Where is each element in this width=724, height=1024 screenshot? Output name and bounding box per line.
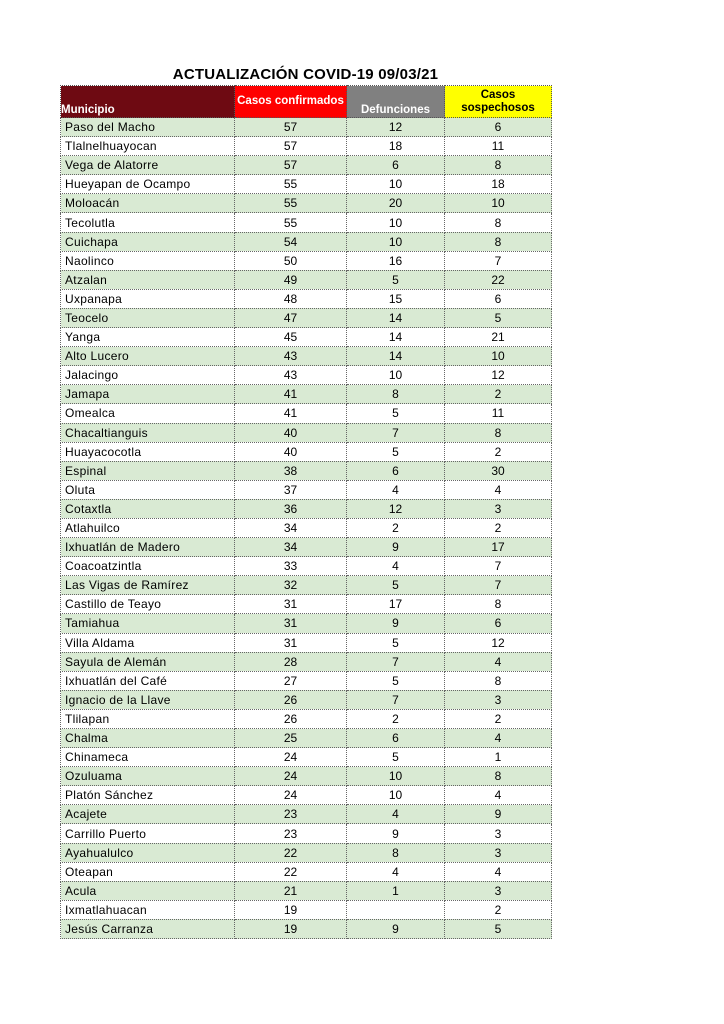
cell-casos-confirmados: 43	[235, 347, 347, 366]
cell-casos-confirmados: 34	[235, 538, 347, 557]
cell-casos-confirmados: 31	[235, 595, 347, 614]
table-row	[61, 137, 552, 156]
cell-defunciones: 10	[347, 175, 445, 194]
cell-defunciones: 5	[347, 576, 445, 595]
cell-municipio: Tamiahua	[61, 614, 235, 633]
cell-casos-confirmados: 23	[235, 824, 347, 843]
table-row	[61, 404, 552, 423]
cell-defunciones: 10	[347, 786, 445, 805]
cell-casos-sospechosos: 2	[445, 900, 552, 919]
table-header-row	[61, 86, 552, 118]
cell-casos-sospechosos: 11	[445, 137, 552, 156]
cell-defunciones: 4	[347, 805, 445, 824]
cell-casos-sospechosos: 22	[445, 270, 552, 289]
cell-casos-sospechosos: 8	[445, 156, 552, 175]
cell-defunciones: 9	[347, 614, 445, 633]
table-row	[61, 767, 552, 786]
cell-municipio: Coacoatzintla	[61, 557, 235, 576]
cell-casos-confirmados: 55	[235, 213, 347, 232]
cell-municipio: Uxpanapa	[61, 289, 235, 308]
cell-casos-sospechosos: 10	[445, 347, 552, 366]
table-row	[61, 518, 552, 537]
cell-casos-confirmados: 32	[235, 576, 347, 595]
cell-municipio: Chacaltianguis	[61, 423, 235, 442]
cell-defunciones: 16	[347, 251, 445, 270]
cell-casos-sospechosos: 12	[445, 633, 552, 652]
cell-municipio: Hueyapan de Ocampo	[61, 175, 235, 194]
cell-municipio: Omealca	[61, 404, 235, 423]
table-row	[61, 557, 552, 576]
cell-casos-confirmados: 31	[235, 633, 347, 652]
cell-defunciones: 10	[347, 366, 445, 385]
cell-casos-sospechosos: 21	[445, 328, 552, 347]
cell-casos-sospechosos: 9	[445, 805, 552, 824]
cell-municipio: Espinal	[61, 461, 235, 480]
cell-municipio: Oteapan	[61, 862, 235, 881]
cell-casos-sospechosos: 12	[445, 366, 552, 385]
cell-casos-sospechosos: 2	[445, 385, 552, 404]
cell-casos-sospechosos: 3	[445, 690, 552, 709]
cell-casos-confirmados: 55	[235, 194, 347, 213]
cell-casos-sospechosos: 7	[445, 557, 552, 576]
cell-casos-confirmados: 40	[235, 442, 347, 461]
cell-casos-sospechosos: 3	[445, 499, 552, 518]
cell-defunciones: 9	[347, 538, 445, 557]
table-row	[61, 366, 552, 385]
cell-defunciones: 10	[347, 213, 445, 232]
cell-casos-confirmados: 23	[235, 805, 347, 824]
header-casos-confirmados	[235, 86, 347, 118]
cell-casos-confirmados: 19	[235, 919, 347, 938]
table-row	[61, 480, 552, 499]
cell-defunciones: 15	[347, 289, 445, 308]
table-row	[61, 461, 552, 480]
cell-defunciones: 4	[347, 862, 445, 881]
table-row	[61, 442, 552, 461]
cell-casos-sospechosos: 18	[445, 175, 552, 194]
cell-defunciones: 14	[347, 308, 445, 327]
cell-casos-sospechosos: 6	[445, 289, 552, 308]
table-row	[61, 614, 552, 633]
cell-casos-confirmados: 19	[235, 900, 347, 919]
table-row	[61, 289, 552, 308]
cell-municipio: Atzalan	[61, 270, 235, 289]
cell-defunciones: 5	[347, 748, 445, 767]
table-row	[61, 900, 552, 919]
cell-defunciones: 9	[347, 919, 445, 938]
cell-municipio: Platón Sánchez	[61, 786, 235, 805]
cell-municipio: Jalacingo	[61, 366, 235, 385]
cell-defunciones: 9	[347, 824, 445, 843]
cell-casos-sospechosos: 2	[445, 518, 552, 537]
cell-casos-confirmados: 50	[235, 251, 347, 270]
cell-municipio: Ixhuatlán del Café	[61, 671, 235, 690]
cell-casos-sospechosos: 8	[445, 595, 552, 614]
table-row	[61, 633, 552, 652]
cell-casos-sospechosos: 17	[445, 538, 552, 557]
cell-casos-sospechosos: 3	[445, 824, 552, 843]
table-row	[61, 347, 552, 366]
table-row	[61, 423, 552, 442]
cell-defunciones: 14	[347, 328, 445, 347]
cell-municipio: Chinameca	[61, 748, 235, 767]
cell-casos-confirmados: 57	[235, 156, 347, 175]
table-row	[61, 862, 552, 881]
cell-casos-sospechosos: 10	[445, 194, 552, 213]
cell-defunciones	[347, 900, 445, 919]
table-row	[61, 308, 552, 327]
cell-municipio: Ayahualulco	[61, 843, 235, 862]
header-municipio: Municipio	[61, 86, 235, 118]
cell-defunciones: 1	[347, 881, 445, 900]
cell-defunciones: 7	[347, 423, 445, 442]
table-row	[61, 156, 552, 175]
cell-casos-sospechosos: 4	[445, 729, 552, 748]
cell-defunciones: 12	[347, 118, 445, 137]
cell-municipio: Alto Lucero	[61, 347, 235, 366]
cell-casos-sospechosos: 7	[445, 576, 552, 595]
cell-defunciones: 4	[347, 480, 445, 499]
cell-municipio: Carrillo Puerto	[61, 824, 235, 843]
cell-municipio: Tlalnelhuayocan	[61, 137, 235, 156]
cell-casos-confirmados: 22	[235, 862, 347, 881]
cell-municipio: Ixmatlahuacan	[61, 900, 235, 919]
cell-casos-sospechosos: 8	[445, 767, 552, 786]
cell-defunciones: 10	[347, 767, 445, 786]
table-row	[61, 328, 552, 347]
cell-municipio: Ozuluama	[61, 767, 235, 786]
table-row	[61, 843, 552, 862]
cell-casos-sospechosos: 5	[445, 919, 552, 938]
cell-casos-confirmados: 34	[235, 518, 347, 537]
cell-municipio: Ignacio de la Llave	[61, 690, 235, 709]
cell-casos-confirmados: 55	[235, 175, 347, 194]
cell-defunciones: 12	[347, 499, 445, 518]
cell-casos-sospechosos: 3	[445, 881, 552, 900]
cell-defunciones: 5	[347, 442, 445, 461]
cell-defunciones: 14	[347, 347, 445, 366]
cell-defunciones: 7	[347, 690, 445, 709]
cell-municipio: Las Vigas de Ramírez	[61, 576, 235, 595]
cell-casos-sospechosos: 1	[445, 748, 552, 767]
cell-casos-confirmados: 24	[235, 767, 347, 786]
cell-casos-sospechosos: 11	[445, 404, 552, 423]
table-row	[61, 595, 552, 614]
cell-defunciones: 20	[347, 194, 445, 213]
table-row	[61, 919, 552, 938]
table-row	[61, 805, 552, 824]
cell-casos-confirmados: 54	[235, 232, 347, 251]
table-row	[61, 709, 552, 728]
cell-casos-sospechosos: 3	[445, 843, 552, 862]
cell-casos-sospechosos: 30	[445, 461, 552, 480]
table-row	[61, 213, 552, 232]
table-row	[61, 499, 552, 518]
cell-defunciones: 5	[347, 404, 445, 423]
cell-casos-confirmados: 40	[235, 423, 347, 442]
cell-casos-confirmados: 27	[235, 671, 347, 690]
covid-table	[60, 85, 552, 939]
cell-casos-sospechosos: 4	[445, 786, 552, 805]
table-row	[61, 824, 552, 843]
cell-casos-sospechosos: 4	[445, 652, 552, 671]
cell-casos-confirmados: 48	[235, 289, 347, 308]
page-title: ACTUALIZACIÓN COVID-19 09/03/21	[172, 66, 439, 83]
cell-casos-confirmados: 31	[235, 614, 347, 633]
table-row	[61, 175, 552, 194]
cell-casos-confirmados: 41	[235, 404, 347, 423]
cell-municipio: Teocelo	[61, 308, 235, 327]
cell-casos-sospechosos: 5	[445, 308, 552, 327]
cell-casos-confirmados: 26	[235, 690, 347, 709]
cell-municipio: Vega de Alatorre	[61, 156, 235, 175]
header-casos-sospechosos-label: Casos sospechosos	[461, 88, 535, 114]
cell-defunciones: 5	[347, 633, 445, 652]
cell-casos-sospechosos: 2	[445, 442, 552, 461]
cell-municipio: Moloacán	[61, 194, 235, 213]
table-row	[61, 786, 552, 805]
cell-casos-confirmados: 36	[235, 499, 347, 518]
cell-casos-confirmados: 26	[235, 709, 347, 728]
table-row	[61, 194, 552, 213]
cell-defunciones: 4	[347, 557, 445, 576]
cell-casos-confirmados: 49	[235, 270, 347, 289]
cell-defunciones: 10	[347, 232, 445, 251]
table-row	[61, 576, 552, 595]
cell-defunciones: 17	[347, 595, 445, 614]
cell-defunciones: 6	[347, 156, 445, 175]
cell-casos-confirmados: 22	[235, 843, 347, 862]
cell-casos-confirmados: 57	[235, 118, 347, 137]
cell-defunciones: 6	[347, 729, 445, 748]
table-row	[61, 270, 552, 289]
cell-casos-confirmados: 24	[235, 748, 347, 767]
cell-defunciones: 18	[347, 137, 445, 156]
cell-municipio: Naolinco	[61, 251, 235, 270]
cell-casos-confirmados: 21	[235, 881, 347, 900]
table-row	[61, 729, 552, 748]
cell-municipio: Cuichapa	[61, 232, 235, 251]
table-row	[61, 652, 552, 671]
table-row	[61, 118, 552, 137]
cell-casos-confirmados: 57	[235, 137, 347, 156]
table-row	[61, 690, 552, 709]
cell-municipio: Atlahuilco	[61, 518, 235, 537]
cell-casos-confirmados: 25	[235, 729, 347, 748]
cell-municipio: Tecolutla	[61, 213, 235, 232]
table-row	[61, 538, 552, 557]
cell-casos-sospechosos: 4	[445, 480, 552, 499]
cell-casos-sospechosos: 8	[445, 232, 552, 251]
cell-defunciones: 2	[347, 709, 445, 728]
cell-casos-confirmados: 47	[235, 308, 347, 327]
cell-casos-confirmados: 24	[235, 786, 347, 805]
cell-municipio: Chalma	[61, 729, 235, 748]
cell-casos-sospechosos: 8	[445, 213, 552, 232]
cell-municipio: Ixhuatlán de Madero	[61, 538, 235, 557]
cell-municipio: Oluta	[61, 480, 235, 499]
table-row	[61, 671, 552, 690]
cell-municipio: Cotaxtla	[61, 499, 235, 518]
cell-defunciones: 5	[347, 671, 445, 690]
cell-casos-confirmados: 41	[235, 385, 347, 404]
cell-casos-confirmados: 28	[235, 652, 347, 671]
cell-casos-confirmados: 38	[235, 461, 347, 480]
cell-municipio: Acajete	[61, 805, 235, 824]
cell-casos-sospechosos: 6	[445, 614, 552, 633]
cell-casos-sospechosos: 8	[445, 671, 552, 690]
cell-municipio: Sayula de Alemán	[61, 652, 235, 671]
table-row	[61, 385, 552, 404]
cell-casos-sospechosos: 4	[445, 862, 552, 881]
cell-casos-confirmados: 45	[235, 328, 347, 347]
cell-defunciones: 8	[347, 385, 445, 404]
cell-casos-sospechosos: 8	[445, 423, 552, 442]
cell-casos-sospechosos: 7	[445, 251, 552, 270]
cell-municipio: Paso del Macho	[61, 118, 235, 137]
cell-municipio: Jamapa	[61, 385, 235, 404]
table-row	[61, 232, 552, 251]
header-casos-confirmados-label: Casos confirmados	[237, 95, 344, 107]
header-casos-sospechosos	[445, 86, 552, 118]
table-row	[61, 881, 552, 900]
cell-defunciones: 8	[347, 843, 445, 862]
cell-defunciones: 6	[347, 461, 445, 480]
cell-municipio: Villa Aldama	[61, 633, 235, 652]
cell-casos-sospechosos: 6	[445, 118, 552, 137]
header-defunciones: Defunciones	[347, 86, 445, 118]
cell-municipio: Acula	[61, 881, 235, 900]
table-row	[61, 748, 552, 767]
cell-defunciones: 7	[347, 652, 445, 671]
cell-defunciones: 2	[347, 518, 445, 537]
cell-defunciones: 5	[347, 270, 445, 289]
cell-casos-confirmados: 33	[235, 557, 347, 576]
cell-municipio: Huayacocotla	[61, 442, 235, 461]
table-row	[61, 251, 552, 270]
cell-casos-confirmados: 43	[235, 366, 347, 385]
cell-municipio: Jesús Carranza	[61, 919, 235, 938]
cell-municipio: Tlilapan	[61, 709, 235, 728]
cell-municipio: Castillo de Teayo	[61, 595, 235, 614]
cell-casos-sospechosos: 2	[445, 709, 552, 728]
cell-municipio: Yanga	[61, 328, 235, 347]
cell-casos-confirmados: 37	[235, 480, 347, 499]
